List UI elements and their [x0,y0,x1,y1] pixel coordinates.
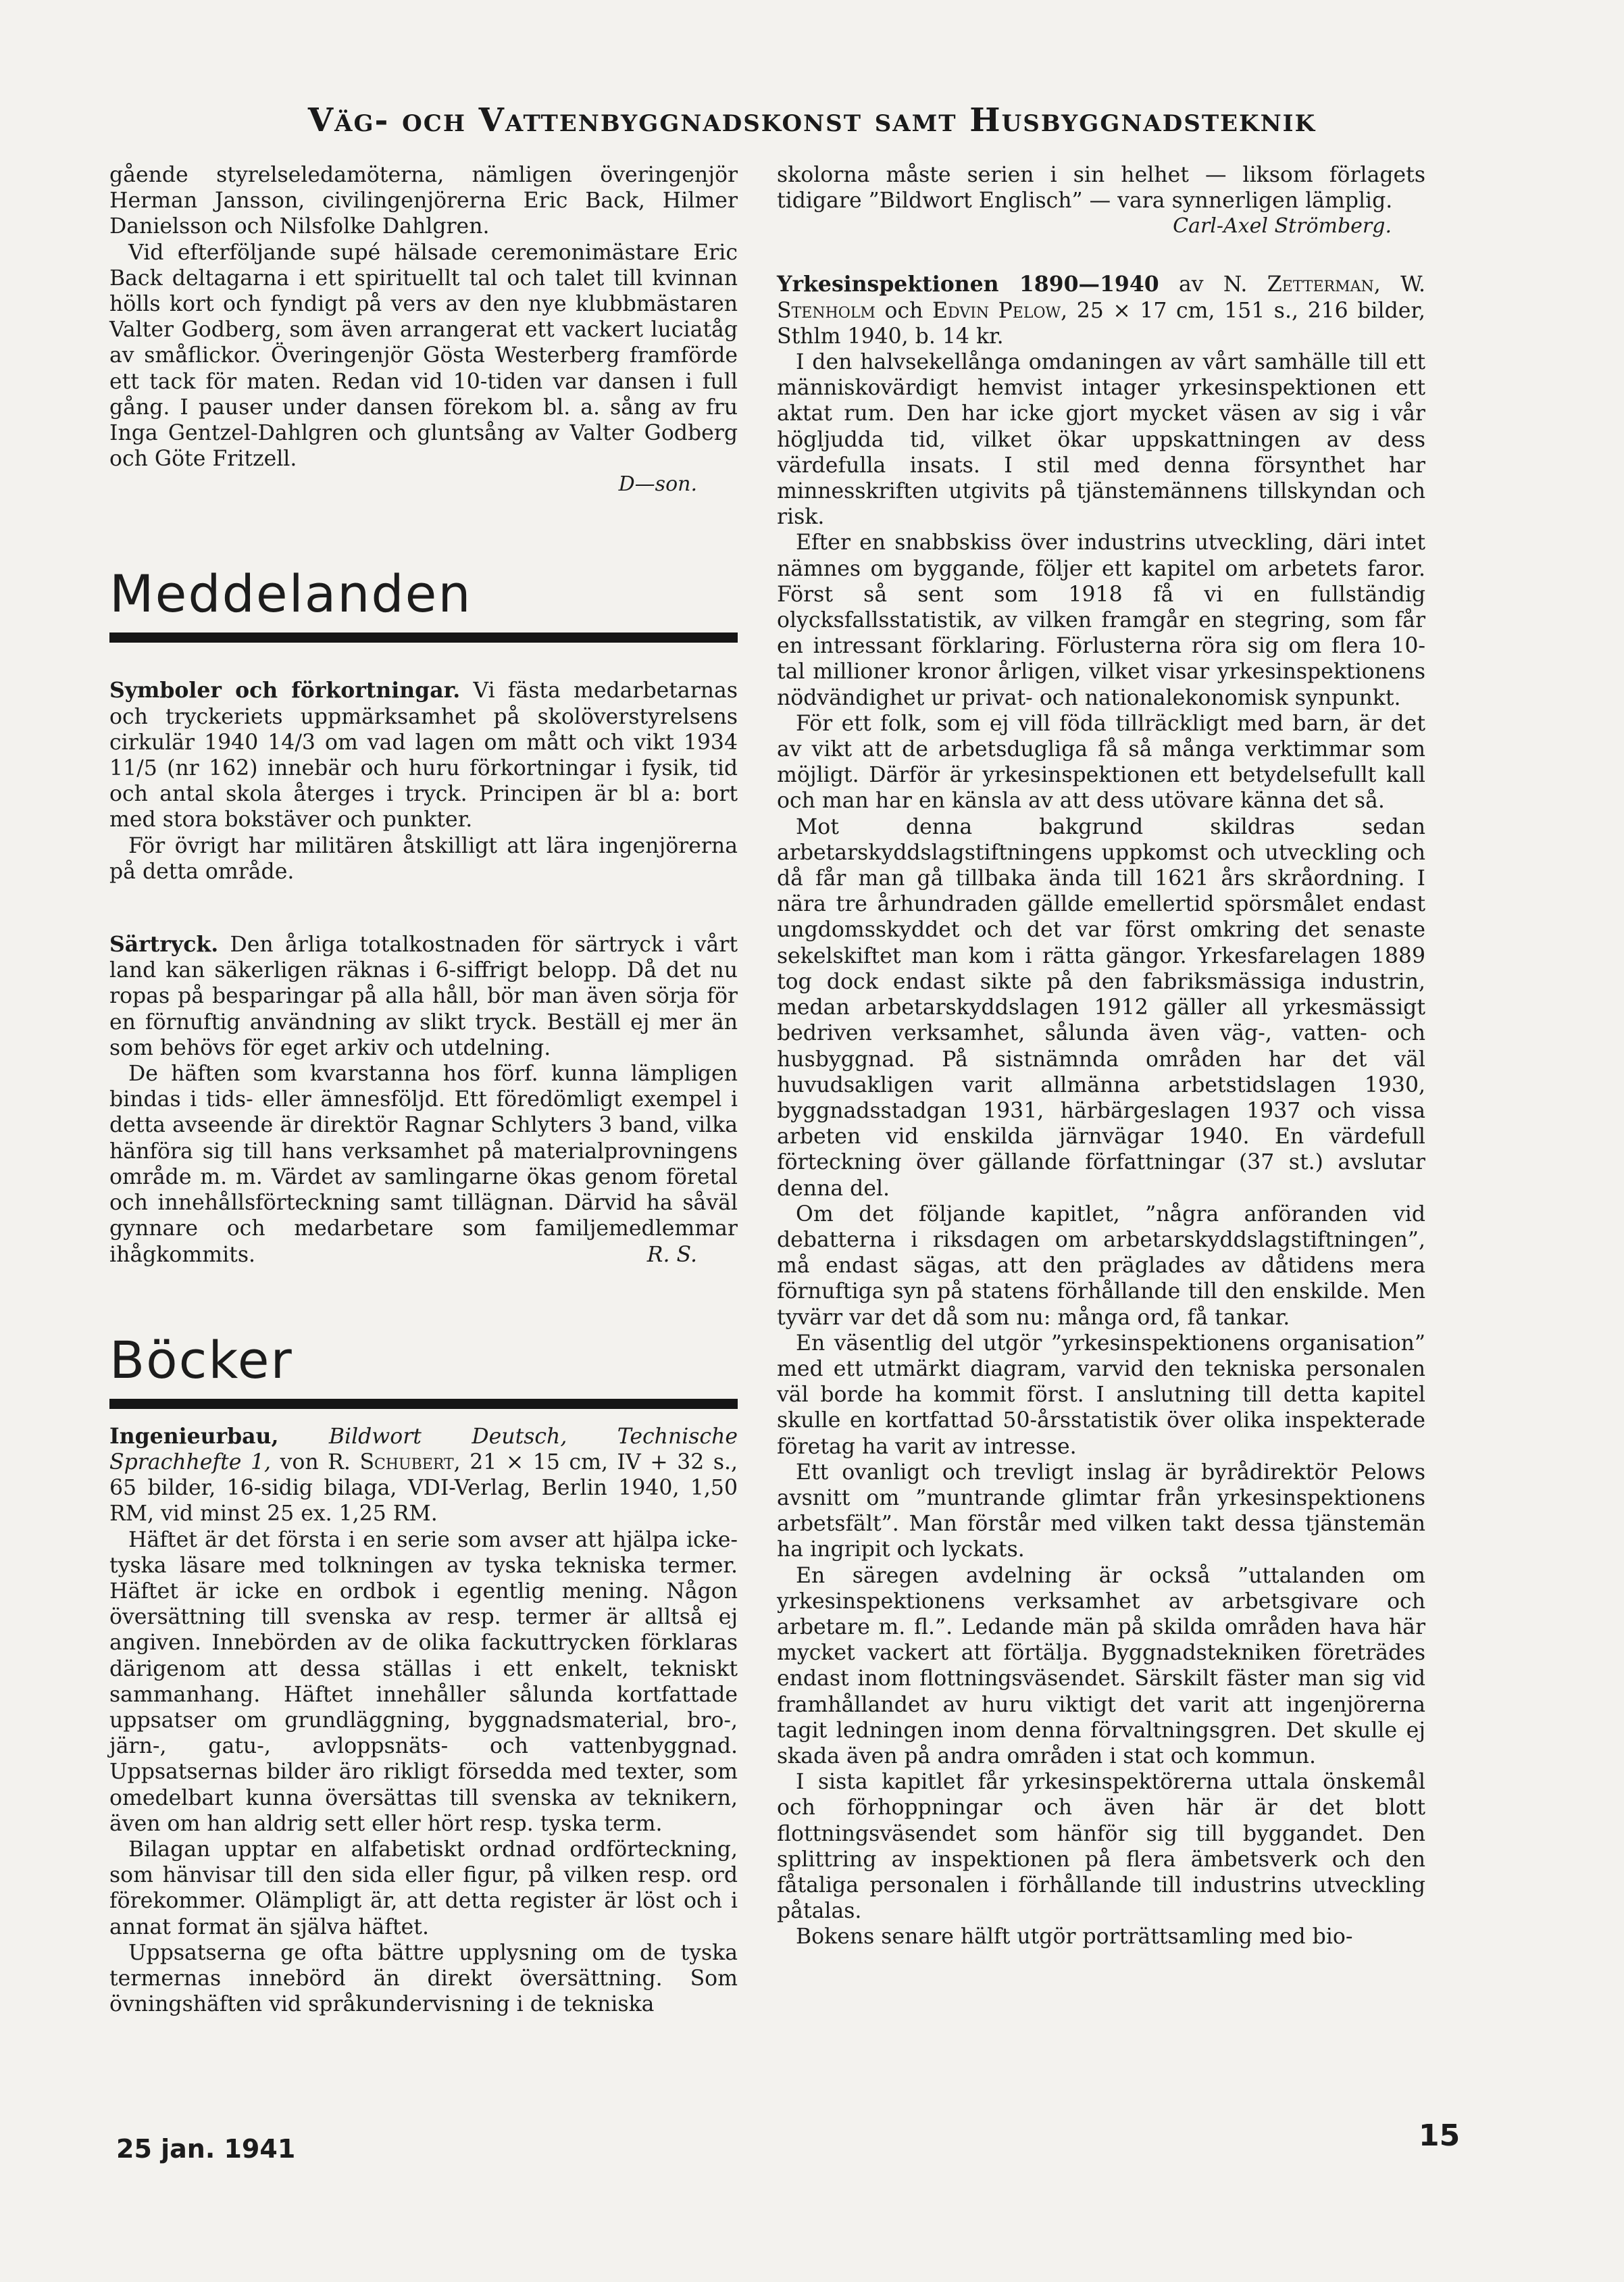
paragraph-text: Vi fästa medarbetarnas och tryckeriets uppmärksamhet på skolöverstyrelsens cirkulär 1940 14/3 om vad lagen om mått och vikt 1934 11/5 (nr 162) innebär och huru förkortningar i fysik, tid och antal skola återges i tryck. Principen är bl a: bort med stora bokstäver och punkter. [109,678,738,833]
paragraph: Om det följande kapitlet, ”några anföranden vid debatterna i riksdagen om arbetarskyddslagstiftningen”, må endast sägas, att den präglades av dåtidens mera förnuftiga syn på statens förhållande till den enskilde. Men tyvärr var det då som nu: många ord, få tankar. [777,1201,1425,1330]
book-entry-header [109,1424,738,1527]
book-author: Edvin Pelow [932,298,1061,323]
paragraph: gående styrelseledamöterna, nämligen överingenjör Herman Jansson, civilingenjörerna Eric Back, Hilmer Danielsson och Nilsfolke Dahlgren. [109,163,738,239]
footer-date: 25 jan. 1941 [116,2134,296,2164]
book-meta: von R. [271,1449,360,1474]
run-in-heading: Symboler och förkortningar. [109,678,461,703]
section-rule [109,632,738,643]
paragraph: En väsentlig del utgör ”yrkesinspektionens organisation” med ett utmärkt diagram, varvid den tekniska personalen väl borde ha kommit först. I anslutning till detta kapitel skulle en kortfattad 50-årsstatistik över olika inspekterade företag ha varit av intresse. [777,1331,1425,1459]
section-title-meddelanden: Meddelanden [109,564,472,624]
paragraph: Ett ovanligt och trevligt inslag är byrådirektör Pelows avsnitt om ”muntrande glimtar från yrkesinspektionens arbetsfält”. Man förstår med vilken takt dessa tjänstemän ha ingripit och lyckats. [777,1460,1425,1562]
paragraph: Häftet är det första i en serie som avser att hjälpa icke-tyska läsare med tolkningen av tyska tekniska termer. Häftet är icke en ordbok i egentlig mening. Någon översättning till svenska av resp. termer är alltså ej angiven. Innebörden av de olika fackuttrycken förklaras därigenom att dessa ställas i ett enkelt, tekniskt sammanhang. Häftet innehåller sålunda kortfattade uppsatser om grundläggning, byggnadsmaterial, bro-, järn-, gatu-, avloppsnäts- och vattenbyggnad. Uppsatsernas bilder äro rikligt försedda med texter, som omedelbart kunna översättas till svenska av teknikern, även om han aldrig sett eller hört resp. tyska term. [109,1527,738,1836]
book-author: Stenholm [777,298,876,323]
running-head: Väg- och Vattenbyggnadskonst samt Husbyggnadsteknik [307,101,1317,139]
paragraph-text: Den årliga totalkostnaden för särtryck i vårt land kan säkerligen räknas i 6-siffrigt belopp. Då det nu ropas på besparingar på alla håll, bör man även sörja för en förnuftig användning av slikt tryck. Beställ ej mer än som behövs för eget arkiv och utdelning. [109,933,738,1060]
paragraph: Bokens senare hälft utgör porträttsamling med bio- [796,1925,1353,1950]
book-title: Yrkesinspektionen 1890—1940 [777,272,1159,297]
paragraph [109,1061,738,1268]
paragraph: Uppsatserna ge ofta bättre upplysning om de tyska termernas innebörd än direkt översättning. Som övningshäften vid språkundervisning i de tekniska [109,1940,738,2017]
book-meta: och [875,298,932,323]
paragraph: För ett folk, som ej vill föda tillräckligt med barn, är det av vikt att de arbetsdugliga få så många verktimmar som möjligt. Därför är yrkesinspektionen ett betydelsefullt kall och man har en känsla av att dess utövare känna det så. [777,711,1425,814]
paragraph: I sista kapitlet får yrkesinspektörerna uttala önskemål och förhoppningar och även här är det blott flottningsväsendet som hänför sig till byggandet. Den splittring av inspektionen på flera ämbetsverk och den fåtaliga personalen i förhållande till industrins utveckling påtalas. [777,1770,1425,1924]
section-title-bocker: Böcker [109,1329,293,1390]
signature: R. S. [646,1242,697,1267]
paragraph: För övrigt har militären åtskilligt att lära ingenjörerna på detta område. [109,833,738,884]
book-entry-header [777,272,1425,349]
book-meta: , 21 × 15 cm, IV + 32 s., 65 bilder, 16-sidig bilaga, VDI-Verlag, Berlin 1940, 1,50 RM, vid minst 25 ex. 1,25 RM. [109,1449,738,1527]
paragraph [109,932,738,1061]
paragraph: Vid efterföljande supé hälsade ceremonimästare Eric Back deltagarna i ett spirituellt tal och talet till kvinnan hölls kort och fyndigt på vers av den nye klubbmästaren Valter Godberg, som även arrangerat ett vackert luciatåg av småflickor. Överingenjör Gösta Westerberg framförde ett tack för maten. Redan vid 10-tiden var dansen i full gång. I pauser under dansen förekom bl. a. sång av fru Inga Gentzel-Dahlgren och gluntsång av Valter Godberg och Göte Fritzell. [109,240,738,472]
book-author: Schubert [359,1449,454,1474]
paragraph [109,678,738,833]
left-column [109,162,738,2017]
signature: Carl-Axel Strömberg. [1173,214,1392,239]
section-rule [109,1399,738,1409]
book-meta: , 25 × 17 cm, 151 s., 216 bilder, Sthlm 1940, b. 14 kr. [777,298,1425,349]
paragraph: Bilagan upptar en alfabetiskt ordnad ordförteckning, som hänvisar till den sida eller figur, på vilken resp. ord förekommer. Olämpligt är, att detta register är löst och i annat format än själva häftet. [109,1837,738,1939]
paragraph: skolorna måste serien i sin helhet — liksom förlagets tidigare ”Bildwort Englisch” — vara synnerligen lämplig. [777,163,1425,214]
book-author: Zetterman [1267,272,1374,297]
book-meta: av N. [1159,272,1267,297]
book-title: Ingenieurbau, [109,1423,279,1449]
paragraph: Mot denna bakgrund skildras sedan arbetarskyddslagstiftningens uppkomst och utveckling och då får man gå tillbaka ända till 1621 års skråordning. I nära tre århundraden gällde emellertid spörsmålet endast ungdomsskyddet och det var först omkring det senaste sekelskiftet man kom i rätta gängor. Yrkesfarelagen 1889 tog dock endast sikte på den fabriksmässiga industrin, medan arbetarskyddslagen 1912 gäller all yrkesmässigt bedriven verksamhet, sålunda även väg-, vatten- och husbyggnad. På sistnämnda områden har det väl huvudsakligen varit allmänna arbetstidslagen 1930, byggnadsstadgan 1931, härbärgeslagen 1937 och vissa arbeten vid enskilda järnvägar 1940. En värdefull förteckning över gällande författningar (37 st.) avslutar denna del. [777,814,1425,1201]
paragraph: En säregen avdelning är också ”uttalanden om yrkesinspektionens verksamhet av arbetsgivare och arbetare m. fl.”. Ledande män på skilda områden hava här mycket vackert att förtälja. Byggnadstekniken företrädes endast inom flottningsväsendet. Särskilt fäster man sig vid framhållandet av huru viktigt det varit att ingenjörerna tagit ledningen inom denna förvaltningsgren. Det skulle ej skada även på andra områden i stat och kommun. [777,1563,1425,1768]
paragraph-text: De häften som kvarstanna hos förf. kunna lämpligen bindas i tids- eller ämnesföljd. Ett föredömligt exempel i detta avseende är direktör Ragnar Schlyters 3 band, vilka hänföra sig till hans verksamhet på materialprovningens område m. m. Värdet av samlingarne ökas genom företal och innehållsförteckning samt tillägnan. Därvid ha såväl gynnare och medarbetare som familjemedlemmar ihågkommits. [109,1062,738,1267]
page-number: 15 [1419,2118,1461,2153]
book-meta: , W. [1373,272,1425,297]
signature: D—son. [618,472,697,497]
book-subtitle: Bildwort Deutsch, Technische Sprachhefte 1, [109,1424,738,1474]
run-in-heading: Särtryck. [109,932,219,958]
paragraph: I den halvsekellånga omdaningen av vårt samhälle till ett människovärdigt hemvist intager yrkesinspektionen ett aktat rum. Den har icke gjort mycket väsen av sig i vår högljudda tid, vilket ökar uppskattningen av dess värdefulla insats. I stil med denna försynthet har minnesskriften utgivits på tjänstemännens tillskyndan och risk. [777,350,1425,530]
paragraph: Efter en snabbskiss över industrins utveckling, däri intet nämnes om byggande, följer ett kapitel om arbetets faror. Först så sent som 1918 få vi en fullständig olycksfallsstatistik, av vilken framgår en stegring, som får en intressant förklaring. Förlusterna röra sig om flera 10-tal millioner kronor årligen, vilket visar yrkesinspektionens nödvändighet ur privat- och nationalekonomisk synpunkt. [777,530,1425,710]
right-column [777,162,1425,1950]
